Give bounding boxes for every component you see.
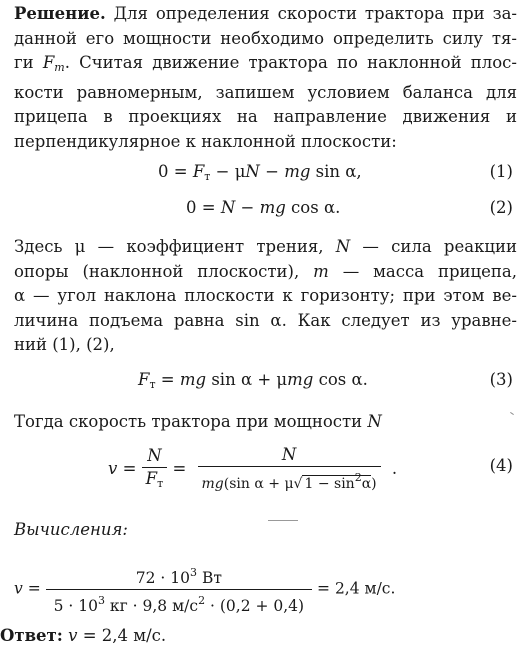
solution-label: Решение.: [14, 4, 106, 23]
explanation-line-1a: Здесь μ — коэффициент трения,: [14, 237, 324, 256]
explanation-line-5: ний (1), (2),: [14, 335, 115, 354]
calculation-equation: v = $\frac{72 \cdot 10^3 Вт}{5 \cdot 10^3 кг \cdot 9,8 м/с^2 \cdot (0,2 + 0,4)}$ = 2,4 м/с.: [14, 562, 395, 617]
solution-line-5: прицепа в проекциях на направление движения и: [14, 107, 517, 126]
explanation-line-3: α — угол наклона плоскости к горизонту; при этом ве-: [14, 286, 517, 305]
solution-line-4: кости равномерным, запишем условием баланса для: [14, 82, 517, 102]
then-text-line: Тогда скорость трактора при мощности N: [14, 412, 382, 431]
calculations-label: Вычисления:: [14, 520, 128, 539]
equation-2: 0 = N − mg cos α.: [186, 198, 341, 217]
scan-speck: [510, 412, 514, 415]
answer-line: Ответ: v = 2,4 м/с.: [0, 626, 167, 645]
equation-1: $0 = F_т - \mu N$ − mg sin α,: [158, 162, 362, 183]
solution-paragraph: [14, 2, 517, 154]
solution-line-2: данной его мощности необходимо определить силу тя-: [14, 28, 517, 48]
solution-line-3-pre: ги: [14, 53, 34, 72]
equation-1-number: (1): [489, 162, 513, 181]
solution-line-1: Для определения скорости трактора при за-: [113, 4, 518, 23]
explanation-paragraph: Здесь μ — коэффициент трения, N — сила реакции опоры (наклонной плоскости), m — масса прицепа, α — угол наклона плоскости к горизонту; при этом ве- личина подъема равна sin α. Как следует из уравне- ний (1), (2),: [14, 235, 517, 358]
scan-line: [268, 520, 298, 521]
calc-denominator-a: 5 · 10: [53, 597, 98, 615]
calc-numerator-unit: Вт: [201, 569, 222, 587]
solution-line-3-post: . Считая движение трактора по наклонной плос-: [64, 53, 517, 72]
traction-force-symbol: $F_т$: [42, 53, 65, 74]
explanation-line-4: личина подъема равна sin α. Как следует из уравне-: [14, 310, 517, 330]
answer-label: Ответ:: [0, 626, 63, 645]
calc-denominator-b: кг · 9,8 м/с: [109, 597, 199, 615]
then-text: Тогда скорость трактора при мощности: [14, 412, 363, 431]
equation-4: v = $\frac{N}{F_т}$ = $\frac{N}{mg(\sin \alpha + \mu√ 1 - \sin^2\alpha)}$ .: [108, 445, 398, 492]
solution-line-6: перпендикулярное к наклонной плоскости:: [14, 131, 397, 151]
explanation-line-1b: — сила реакции: [362, 237, 517, 256]
equation-4-number: (4): [489, 456, 513, 475]
calc-result: = 2,4 м/с.: [317, 579, 396, 598]
calc-denominator-c: · (0,2 + 0,4): [210, 597, 305, 615]
equation-2-number: (2): [489, 198, 513, 217]
equation-3-number: (3): [489, 370, 513, 389]
calc-numerator: 72 · 10: [135, 569, 191, 587]
explanation-line-2a: опоры (наклонной плоскости),: [14, 261, 300, 281]
explanation-line-2b: — масса прицепа,: [342, 261, 517, 281]
answer-value: = 2,4 м/с.: [82, 626, 167, 645]
equation-3: $F_т$ = mg sin α + μmg cos α.: [138, 370, 368, 391]
